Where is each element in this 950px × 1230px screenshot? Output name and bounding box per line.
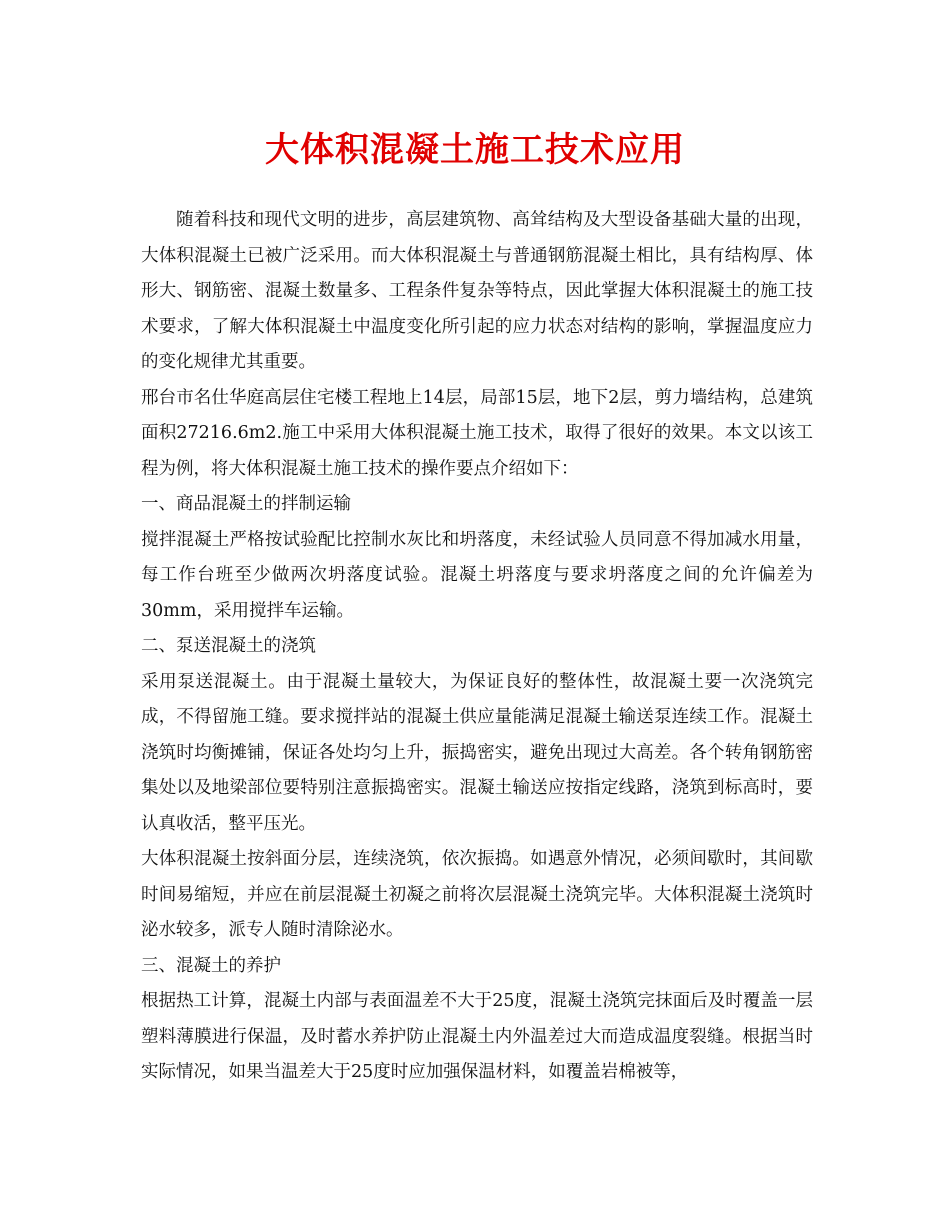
- document-title: 大体积混凝土施工技术应用: [265, 130, 685, 170]
- section-heading-curing: 三、混凝土的养护: [141, 955, 281, 976]
- document-body: [141, 203, 813, 1091]
- paragraph-intro: 随着科技和现代文明的进步，高层建筑物、高耸结构及大型设备基础大量的出现，大体积混凝土已被广泛采用。而大体积混凝土与普通钢筋混凝土相比，具有结构厚、体形大、钢筋密、混凝土数量多、工程条件复杂等特点，因此掌握大体积混凝土的施工技术要求，了解大体积混凝土中温度变化所引起的应力状态对结构的影响，掌握温度应力的变化规律尤其重要。: [141, 210, 813, 372]
- section-heading-mixing: 一、商品混凝土的拌制运输: [141, 494, 351, 514]
- paragraph-curing: 根据热工计算，混凝土内部与表面温差不大于25度，混凝土浇筑完抹面后及时覆盖一层塑料薄膜进行保温，及时蓄水养护防止混凝土内外温差过大而造成温度裂缝。根据当时实际情况，如果当温差大于25度时应加强保温材料，如覆盖岩棉被等，: [141, 991, 813, 1082]
- paragraph-pouring: 采用泵送混凝土。由于混凝土量较大，为保证良好的整体性，故混凝土要一次浇筑完成，不得留施工缝。要求搅拌站的混凝土供应量能满足混凝土输送泵连续工作。混凝土浇筑时均衡摊铺，保证各处均匀上升，振捣密实，避免出现过大高差。各个转角钢筋密集处以及地梁部位要特别注意振捣密实。混凝土输送应按指定线路，浇筑到标高时，要认真收活，整平压光。: [141, 671, 813, 834]
- paragraph-project: 邢台市名仕华庭高层住宅楼工程地上14层，局部15层，地下2层，剪力墙结构，总建筑面积27216.6m2.施工中采用大体积混凝土施工技术，取得了很好的效果。本文以该工程为例，将大体积混凝土施工技术的操作要点介绍如下：: [141, 387, 813, 479]
- section-heading-pouring: 二、泵送混凝土的浇筑: [141, 636, 316, 656]
- paragraph-layering: 大体积混凝土按斜面分层，连续浇筑，依次振捣。如遇意外情况，必须间歇时，其间歇时间易缩短，并应在前层混凝土初凝之前将次层混凝土浇筑完毕。大体积混凝土浇筑时泌水较多，派专人随时清除泌水。: [141, 849, 813, 940]
- paragraph-mixing: 搅拌混凝土严格按试验配比控制水灰比和坍落度，未经试验人员同意不得加减水用量，每工作台班至少做两次坍落度试验。混凝土坍落度与要求坍落度之间的允许偏差为30mm，采用搅拌车运输。: [141, 529, 813, 621]
